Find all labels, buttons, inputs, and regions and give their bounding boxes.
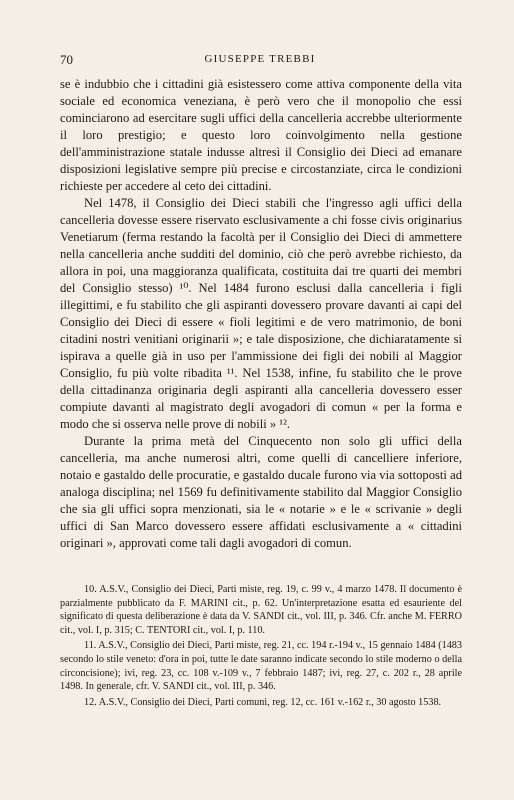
running-head: GIUSEPPE TREBBI [204,53,316,65]
page-header [60,52,460,68]
body-paragraph: Nel 1478, il Consiglio dei Dieci stabilì che l'ingresso agli uffici della cancelleria dovesse essere riservato esclusivamente a chi fosse civis originarius Venetiarum (ferma restando la facoltà per il Consiglio dei Dieci di ammettere nella cancelleria anche sudditi del dominio, ciò che però avrebbe richiesto, da allora in poi, una maggioranza qualificata, costituita dai tre quarti dei membri del Consiglio stesso) ¹⁰. Nel 1484 furono esclusi dalla cancelleria i figli illegittimi, e fu stabilito che gli aspiranti dovessero provare davanti ai capi del Consiglio dei Dieci di essere « fioli legitimi e de vero matrimonio, de boni citadini nostri venitiani originarii »; e tale disposizione, che dichiaratamente si ispirava a quelle già in uso per l'ammissione dei figli dei nobili al Maggior Consiglio, fu più volte ribadita ¹¹. Nel 1538, infine, fu stabilito che le prove della cittadinanza originaria degli aspiranti alla cancelleria dovessero esser compiute davanti al magistrato degli avogadori di comun « per la forma e modo che si osserva nelle prove di nobili » ¹². [60,196,462,431]
footnote: 10. A.S.V., Consiglio dei Dieci, Parti miste, reg. 19, c. 99 v., 4 marzo 1478. Il documento è parzialmente pubblicato da F. MARINI cit., p. 62. Un'interpretazione esatta ed esauriente del significato di questa deliberazione è data da V. SANDI cit., vol. III, p. 346. Cfr. anche M. FERRO cit., vol. I, p. 315; C. TENTORI cit., vol. I, p. 110. [60,584,462,636]
body-paragraph: se è indubbio che i cittadini già esistessero come attiva componente della vita sociale ed economica veneziana, è però vero che il monopolio che essi cominciarono ad esercitare sugli uffici della cancelleria accrebbe ulteriormente il loro prestigio; e questo loro coinvolgimento nella gestione dell'amministrazione statale indusse altresì il Consiglio dei Dieci ad emanare disposizioni legislative sempre più precise e circostanziate, circa le condizioni richieste per accedere al ceto dei cittadini. [60,77,462,193]
footnote: 12. A.S.V., Consiglio dei Dieci, Parti comuni, reg. 12, cc. 161 v.-162 r., 30 agosto 1538. [84,696,442,708]
body-paragraph: Durante la prima metà del Cinquecento non solo gli uffici della cancelleria, ma anche numerosi altri, come quelli di cancelliere inferiore, notaio e gastaldo delle procuratie, e gastaldo ducale furono via via sottoposti ad analoga disciplina; nel 1569 fu definitivamente stabilito dal Maggior Consiglio che sia gli uffici sopra menzionati, sia le « notarie » e le « scrivanie » degli uffici di San Marco dovessero essere affidati esclusivamente a « cittadini originari », approvati come tali dagli avogadori di comun. [60,434,462,550]
footnotes [60,583,462,709]
page-number: 70 [60,52,73,67]
body-text [60,76,462,552]
footnote: 11. A.S.V., Consiglio dei Dieci, Parti miste, reg. 21, cc. 194 r.-194 v., 15 gennaio 1484 (1483 secondo lo stile veneto: d'ora in poi, tutte le date saranno indicate secondo lo stile moderno o della circoncisione); ivi, reg. 23, cc. 108 v.-109 v., 7 febbraio 1487; ivi, reg. 27, c. 202 r., 28 aprile 1498. In generale, cfr. V. SANDI cit., vol. III, p. 346. [60,640,462,693]
